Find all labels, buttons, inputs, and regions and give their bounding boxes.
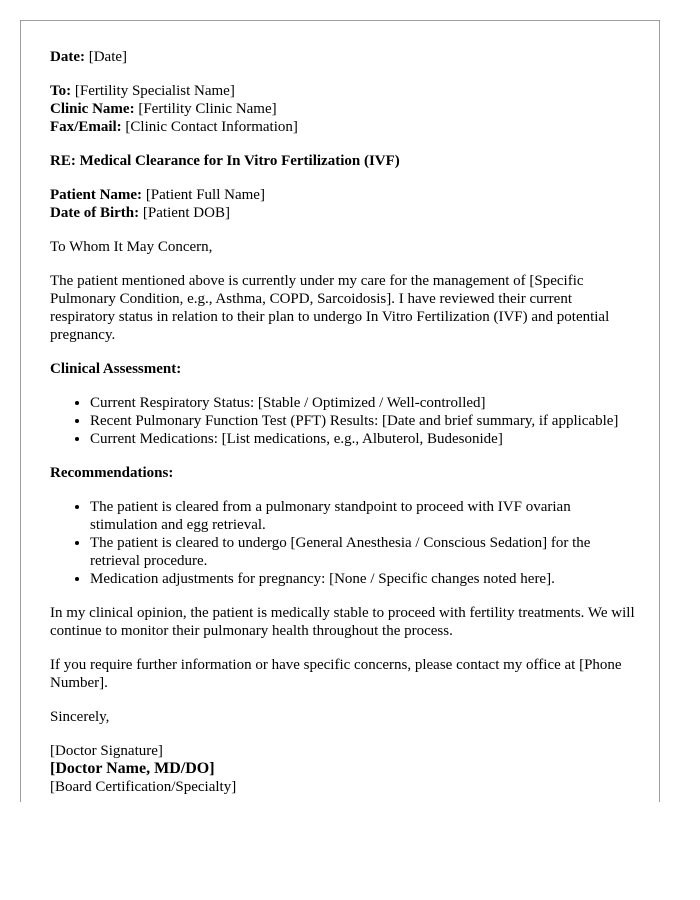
subject-line: RE: Medical Clearance for In Vitro Fertilization (IVF) [50, 153, 400, 169]
dob-line [50, 204, 635, 222]
signature: [Doctor Signature] [50, 743, 163, 759]
list-item: • Current Medications: [List medications, e.g., Albuterol, Budesonide] [90, 430, 635, 448]
letter-content [50, 48, 635, 802]
signature-block [50, 742, 635, 796]
clinic-name-value: [Fertility Clinic Name] [138, 101, 277, 117]
salutation: To Whom It May Concern, [50, 239, 213, 255]
dob-label: Date of Birth: [50, 205, 140, 221]
to-line [50, 82, 635, 100]
list-item: • Recent Pulmonary Function Test (PFT) Results: [Date and brief summary, if applicable] [90, 412, 635, 430]
clinical-assessment-heading: Clinical Assessment: [50, 361, 182, 377]
to-value: [Fertility Specialist Name] [74, 83, 235, 99]
contact-paragraph: If you require further information or have specific concerns, please contact my office at [Phone Number]. [50, 657, 622, 691]
to-label: To: [50, 83, 72, 99]
clinic-name-label: Clinic Name: [50, 101, 135, 117]
patient-block [50, 186, 635, 222]
list-item: • The patient is cleared to undergo [General Anesthesia / Conscious Sedation] for the retrieval procedure. [90, 534, 635, 570]
recipient-block [50, 82, 635, 136]
intro-paragraph: The patient mentioned above is currently under my care for the management of [Specific Pulmonary Condition, e.g., Asthma, COPD, Sarcoidosis]. I have reviewed their current respiratory status in relation to their plan to undergo In Vitro Fertilization (IVF) and potential pregnancy. [50, 273, 610, 343]
opinion-paragraph: In my clinical opinion, the patient is medically stable to proceed with fertility treatments. We will continue to monitor their pulmonary health throughout the process. [50, 605, 635, 639]
date-line [50, 48, 635, 66]
list-item: • Medication adjustments for pregnancy: [None / Specific changes noted here]. [90, 570, 635, 588]
clinical-assessment-list [50, 394, 635, 448]
list-item: • The patient is cleared from a pulmonary standpoint to proceed with IVF ovarian stimulation and egg retrieval. [90, 498, 635, 534]
list-item: • Current Respiratory Status: [Stable / Optimized / Well-controlled] [90, 394, 635, 412]
patient-name-label: Patient Name: [50, 187, 143, 203]
closing: Sincerely, [50, 709, 110, 725]
patient-name-value: [Patient Full Name] [145, 187, 265, 203]
board-certification: [Board Certification/Specialty] [50, 779, 237, 795]
patient-name-line [50, 186, 635, 204]
clinic-name-line [50, 100, 635, 118]
doctor-name: [Doctor Name, MD/DO] [50, 760, 215, 777]
recommendations-heading: Recommendations: [50, 465, 174, 481]
letter-page [20, 20, 660, 802]
date-label: Date: [50, 49, 85, 65]
fax-email-line [50, 118, 635, 136]
recommendations-list [50, 498, 635, 588]
fax-email-value: [Clinic Contact Information] [125, 119, 298, 135]
dob-value: [Patient DOB] [142, 205, 230, 221]
date-value: [Date] [88, 49, 128, 65]
fax-email-label: Fax/Email: [50, 119, 122, 135]
